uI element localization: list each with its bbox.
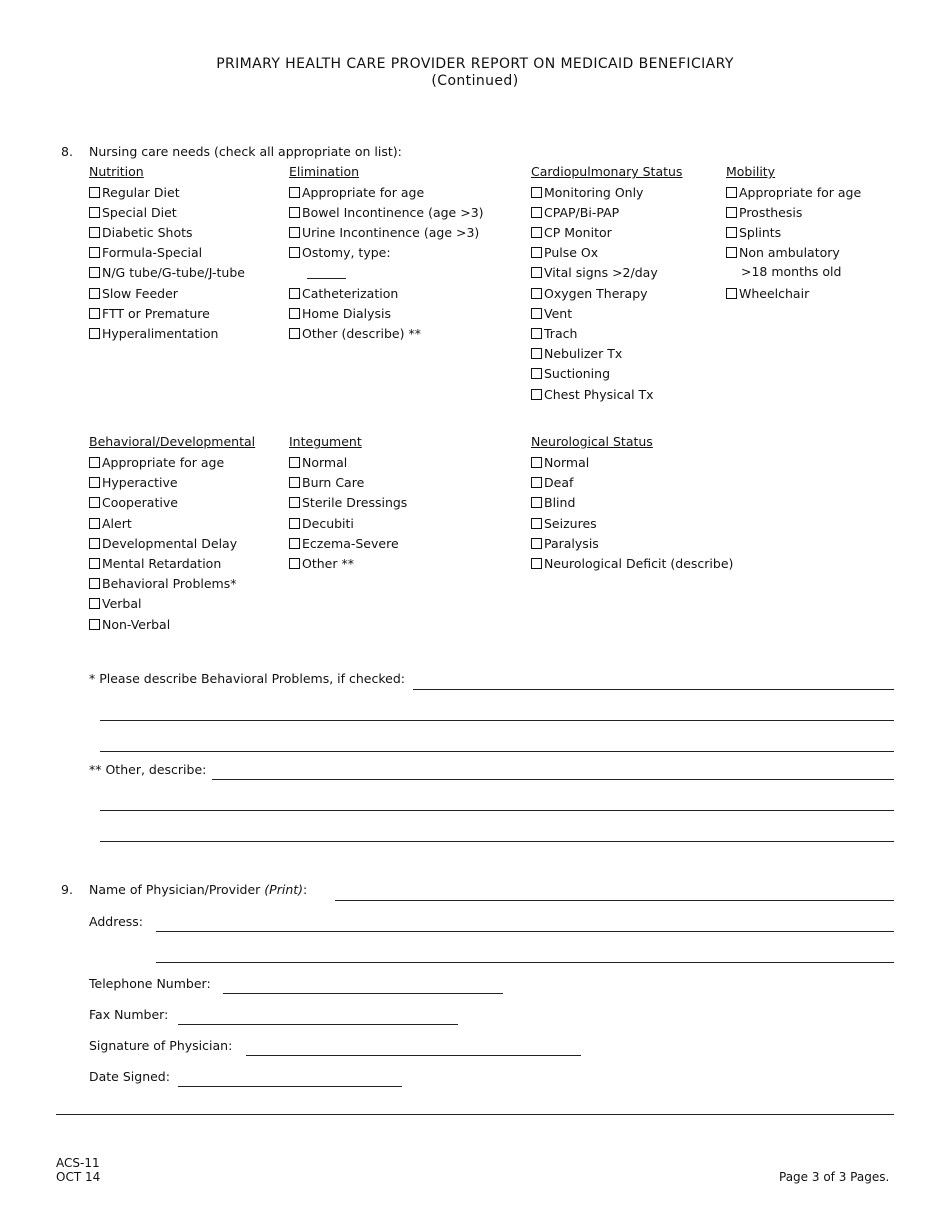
behavioral-item[interactable] bbox=[89, 515, 132, 531]
checkbox-label: Ostomy, type: bbox=[302, 244, 391, 260]
checkbox-label: CP Monitor bbox=[544, 224, 612, 240]
signature-label: Signature of Physician: bbox=[89, 1038, 233, 1053]
physician-name-label-text: Name of Physician/Provider bbox=[89, 882, 265, 897]
cardio-item[interactable] bbox=[531, 224, 612, 240]
page-number: Page 3 of 3 Pages. bbox=[779, 1170, 890, 1184]
other-describe-label: ** Other, describe: bbox=[89, 762, 207, 777]
fax-label: Fax Number: bbox=[89, 1007, 169, 1022]
checkbox-label: Mental Retardation bbox=[102, 555, 222, 571]
behavioral-item[interactable] bbox=[89, 454, 224, 470]
checkbox[interactable] bbox=[531, 368, 542, 379]
nutrition-heading: Nutrition bbox=[89, 164, 144, 179]
checkbox[interactable] bbox=[89, 207, 100, 218]
checkbox[interactable] bbox=[89, 518, 100, 529]
elimination-item[interactable] bbox=[289, 224, 479, 240]
checkbox-label: Neurological Deficit (describe) bbox=[544, 555, 734, 571]
section-8-intro: Nursing care needs (check all appropriate on list): bbox=[89, 144, 402, 159]
neuro-heading: Neurological Status bbox=[531, 434, 653, 449]
checkbox-label: Appropriate for age bbox=[302, 184, 425, 200]
elimination-item[interactable] bbox=[289, 244, 391, 260]
checkbox[interactable] bbox=[89, 578, 100, 589]
checkbox-label: FTT or Premature bbox=[102, 305, 210, 321]
neuro-item[interactable] bbox=[531, 515, 597, 531]
checkbox[interactable] bbox=[531, 247, 542, 258]
checkbox[interactable] bbox=[726, 227, 737, 238]
checkbox-label: Behavioral Problems* bbox=[102, 575, 237, 591]
nutrition-item[interactable] bbox=[89, 305, 210, 321]
mobility-item[interactable] bbox=[726, 224, 781, 240]
address-field-2[interactable] bbox=[156, 962, 894, 963]
checkbox[interactable] bbox=[89, 267, 100, 278]
elimination-item[interactable] bbox=[289, 285, 398, 301]
checkbox-label: Trach bbox=[544, 325, 578, 341]
checkbox-label: Verbal bbox=[102, 595, 142, 611]
cardio-item[interactable] bbox=[531, 264, 658, 280]
other-describe-field-3[interactable] bbox=[100, 841, 894, 842]
checkbox[interactable] bbox=[726, 207, 737, 218]
checkbox[interactable] bbox=[531, 518, 542, 529]
nutrition-item[interactable] bbox=[89, 204, 177, 220]
checkbox[interactable] bbox=[289, 518, 300, 529]
checkbox-label: Appropriate for age bbox=[739, 184, 862, 200]
checkbox[interactable] bbox=[726, 247, 737, 258]
checkbox[interactable] bbox=[289, 558, 300, 569]
non-ambulatory-continuation: >18 months old bbox=[741, 264, 842, 279]
neuro-item[interactable] bbox=[531, 555, 733, 571]
checkbox-label: Chest Physical Tx bbox=[544, 386, 654, 402]
checkbox-label: Other ** bbox=[302, 555, 354, 571]
checkbox[interactable] bbox=[89, 497, 100, 508]
behavioral-describe-field-3[interactable] bbox=[100, 751, 894, 752]
behavioral-item[interactable] bbox=[89, 616, 170, 632]
checkbox[interactable] bbox=[531, 497, 542, 508]
cardio-item[interactable] bbox=[531, 244, 598, 260]
checkbox[interactable] bbox=[531, 288, 542, 299]
date-signed-label: Date Signed: bbox=[89, 1069, 170, 1084]
other-describe-field-2[interactable] bbox=[100, 810, 894, 811]
elimination-item[interactable] bbox=[289, 305, 391, 321]
neuro-item[interactable] bbox=[531, 454, 589, 470]
checkbox-label: Nebulizer Tx bbox=[544, 345, 623, 361]
cardio-item[interactable] bbox=[531, 365, 610, 381]
checkbox-label: Vent bbox=[544, 305, 573, 321]
nutrition-item[interactable] bbox=[89, 285, 178, 301]
form-title-main: PRIMARY HEALTH CARE PROVIDER REPORT ON MEDICAID BENEFICIARY bbox=[216, 56, 734, 72]
checkbox-label: Prosthesis bbox=[739, 204, 803, 220]
checkbox-label: Other (describe) ** bbox=[302, 325, 421, 341]
checkbox[interactable] bbox=[89, 619, 100, 630]
checkbox[interactable] bbox=[89, 288, 100, 299]
form-id: ACS-11 bbox=[56, 1156, 100, 1170]
checkbox[interactable] bbox=[531, 308, 542, 319]
checkbox-label: Bowel Incontinence (age >3) bbox=[302, 204, 484, 220]
cardio-item[interactable] bbox=[531, 386, 654, 402]
form-title bbox=[0, 56, 950, 90]
integument-item[interactable] bbox=[289, 515, 354, 531]
cardio-item[interactable] bbox=[531, 325, 577, 341]
integument-item[interactable] bbox=[289, 535, 399, 551]
checkbox[interactable] bbox=[89, 598, 100, 609]
checkbox[interactable] bbox=[89, 187, 100, 198]
checkbox-label: Normal bbox=[302, 454, 348, 470]
label-colon: : bbox=[303, 882, 308, 897]
checkbox-label: Suctioning bbox=[544, 365, 611, 381]
checkbox[interactable] bbox=[531, 538, 542, 549]
checkbox-label: Appropriate for age bbox=[102, 454, 225, 470]
checkbox-label: Developmental Delay bbox=[102, 535, 238, 551]
elimination-heading: Elimination bbox=[289, 164, 360, 179]
checkbox[interactable] bbox=[531, 267, 542, 278]
telephone-label: Telephone Number: bbox=[89, 976, 211, 991]
checkbox-label: Slow Feeder bbox=[102, 285, 178, 301]
behavioral-describe-field-2[interactable] bbox=[100, 720, 894, 721]
checkbox-label: Vital signs >2/day bbox=[544, 264, 658, 280]
checkbox-label: Cooperative bbox=[102, 494, 178, 510]
checkbox-label: N/G tube/G-tube/J-tube bbox=[102, 264, 245, 280]
behavioral-item[interactable] bbox=[89, 474, 178, 490]
checkbox[interactable] bbox=[531, 477, 542, 488]
checkbox-label: Seizures bbox=[544, 515, 597, 531]
signature-field[interactable] bbox=[246, 1055, 581, 1056]
address-label: Address: bbox=[89, 914, 143, 929]
checkbox-label: Home Dialysis bbox=[302, 305, 392, 321]
elimination-item[interactable] bbox=[289, 204, 484, 220]
checkbox[interactable] bbox=[89, 477, 100, 488]
form-id-block bbox=[56, 1156, 100, 1184]
checkbox[interactable] bbox=[531, 227, 542, 238]
checkbox-label: Deaf bbox=[544, 474, 574, 490]
checkbox[interactable] bbox=[89, 328, 100, 339]
section-8-number: 8. bbox=[61, 144, 73, 159]
checkbox[interactable] bbox=[89, 247, 100, 258]
date-signed-field[interactable] bbox=[178, 1086, 402, 1087]
checkbox[interactable] bbox=[289, 288, 300, 299]
nutrition-item[interactable] bbox=[89, 264, 245, 280]
checkbox-label: Paralysis bbox=[544, 535, 599, 551]
checkbox[interactable] bbox=[289, 227, 300, 238]
checkbox-label: Burn Care bbox=[302, 474, 365, 490]
checkbox[interactable] bbox=[89, 457, 100, 468]
mobility-item[interactable] bbox=[726, 184, 861, 200]
elimination-item[interactable] bbox=[289, 184, 424, 200]
checkbox-label: Pulse Ox bbox=[544, 244, 599, 260]
checkbox-label: Hyperalimentation bbox=[102, 325, 219, 341]
checkbox-label: Diabetic Shots bbox=[102, 224, 193, 240]
checkbox[interactable] bbox=[89, 558, 100, 569]
checkbox-label: Hyperactive bbox=[102, 474, 178, 490]
checkbox-label: Monitoring Only bbox=[544, 184, 644, 200]
checkbox[interactable] bbox=[289, 187, 300, 198]
footer-divider bbox=[56, 1114, 894, 1115]
physician-name-label bbox=[89, 882, 307, 897]
checkbox[interactable] bbox=[726, 288, 737, 299]
checkbox-label: Catheterization bbox=[302, 285, 399, 301]
behavioral-item[interactable] bbox=[89, 575, 236, 591]
section-9-number: 9. bbox=[61, 882, 73, 897]
neuro-item[interactable] bbox=[531, 494, 575, 510]
form-title-continued: (Continued) bbox=[431, 73, 519, 89]
cardio-item[interactable] bbox=[531, 285, 648, 301]
checkbox[interactable] bbox=[531, 558, 542, 569]
checkbox[interactable] bbox=[531, 187, 542, 198]
checkbox-label: Sterile Dressings bbox=[302, 494, 408, 510]
behavioral-describe-field-1[interactable] bbox=[413, 689, 894, 690]
checkbox-label: Alert bbox=[102, 515, 132, 531]
checkbox-label: Blind bbox=[544, 494, 576, 510]
mobility-heading: Mobility bbox=[726, 164, 776, 179]
nutrition-item[interactable] bbox=[89, 184, 180, 200]
checkbox-label: Urine Incontinence (age >3) bbox=[302, 224, 480, 240]
integument-heading: Integument bbox=[289, 434, 362, 449]
print-note: (Print) bbox=[264, 882, 304, 897]
checkbox[interactable] bbox=[89, 308, 100, 319]
behavioral-item[interactable] bbox=[89, 555, 221, 571]
mobility-item[interactable] bbox=[726, 285, 809, 301]
mobility-item[interactable] bbox=[726, 244, 840, 260]
neuro-item[interactable] bbox=[531, 474, 573, 490]
cardio-item[interactable] bbox=[531, 204, 619, 220]
elimination-item[interactable] bbox=[289, 325, 421, 341]
checkbox[interactable] bbox=[289, 207, 300, 218]
form-revision-date: OCT 14 bbox=[56, 1170, 101, 1184]
checkbox-label: Normal bbox=[544, 454, 590, 470]
integument-item[interactable] bbox=[289, 555, 354, 571]
checkbox[interactable] bbox=[289, 247, 300, 258]
mobility-item[interactable] bbox=[726, 204, 802, 220]
integument-item[interactable] bbox=[289, 494, 407, 510]
checkbox[interactable] bbox=[289, 328, 300, 339]
telephone-field[interactable] bbox=[223, 993, 503, 994]
cardio-item[interactable] bbox=[531, 305, 572, 321]
checkbox[interactable] bbox=[531, 328, 542, 339]
checkbox-label: Non ambulatory bbox=[739, 244, 840, 260]
checkbox-label: Regular Diet bbox=[102, 184, 180, 200]
checkbox[interactable] bbox=[726, 187, 737, 198]
checkbox-label: CPAP/Bi-PAP bbox=[544, 204, 620, 220]
checkbox-label: Formula-Special bbox=[102, 244, 203, 260]
behavioral-item[interactable] bbox=[89, 535, 237, 551]
checkbox[interactable] bbox=[289, 477, 300, 488]
integument-item[interactable] bbox=[289, 474, 364, 490]
checkbox-label: Splints bbox=[739, 224, 782, 240]
checkbox[interactable] bbox=[289, 308, 300, 319]
checkbox[interactable] bbox=[289, 497, 300, 508]
behavioral-item[interactable] bbox=[89, 595, 141, 611]
nutrition-item[interactable] bbox=[89, 224, 193, 240]
checkbox[interactable] bbox=[289, 457, 300, 468]
address-field-1[interactable] bbox=[156, 931, 894, 932]
checkbox[interactable] bbox=[89, 538, 100, 549]
integument-item[interactable] bbox=[289, 454, 347, 470]
checkbox[interactable] bbox=[531, 348, 542, 359]
cardio-item[interactable] bbox=[531, 184, 643, 200]
checkbox[interactable] bbox=[289, 538, 300, 549]
checkbox[interactable] bbox=[531, 389, 542, 400]
checkbox-label: Non-Verbal bbox=[102, 616, 171, 632]
other-describe-field-1[interactable] bbox=[212, 779, 894, 780]
physician-name-field[interactable] bbox=[335, 900, 894, 901]
checkbox[interactable] bbox=[89, 227, 100, 238]
behavioral-item[interactable] bbox=[89, 494, 178, 510]
checkbox-label: Decubiti bbox=[302, 515, 354, 531]
checkbox-label: Special Diet bbox=[102, 204, 177, 220]
checkbox-label: Eczema-Severe bbox=[302, 535, 399, 551]
ostomy-type-field[interactable] bbox=[307, 278, 346, 279]
checkbox[interactable] bbox=[531, 457, 542, 468]
behavioral-heading: Behavioral/Developmental bbox=[89, 434, 256, 449]
behavioral-describe-label: * Please describe Behavioral Problems, if checked: bbox=[89, 671, 405, 686]
checkbox[interactable] bbox=[531, 207, 542, 218]
nutrition-item[interactable] bbox=[89, 325, 218, 341]
neuro-item[interactable] bbox=[531, 535, 599, 551]
cardio-heading: Cardiopulmonary Status bbox=[531, 164, 683, 179]
checkbox-label: Wheelchair bbox=[739, 285, 810, 301]
nutrition-item[interactable] bbox=[89, 244, 202, 260]
fax-field[interactable] bbox=[178, 1024, 458, 1025]
checkbox-label: Oxygen Therapy bbox=[544, 285, 648, 301]
cardio-item[interactable] bbox=[531, 345, 622, 361]
